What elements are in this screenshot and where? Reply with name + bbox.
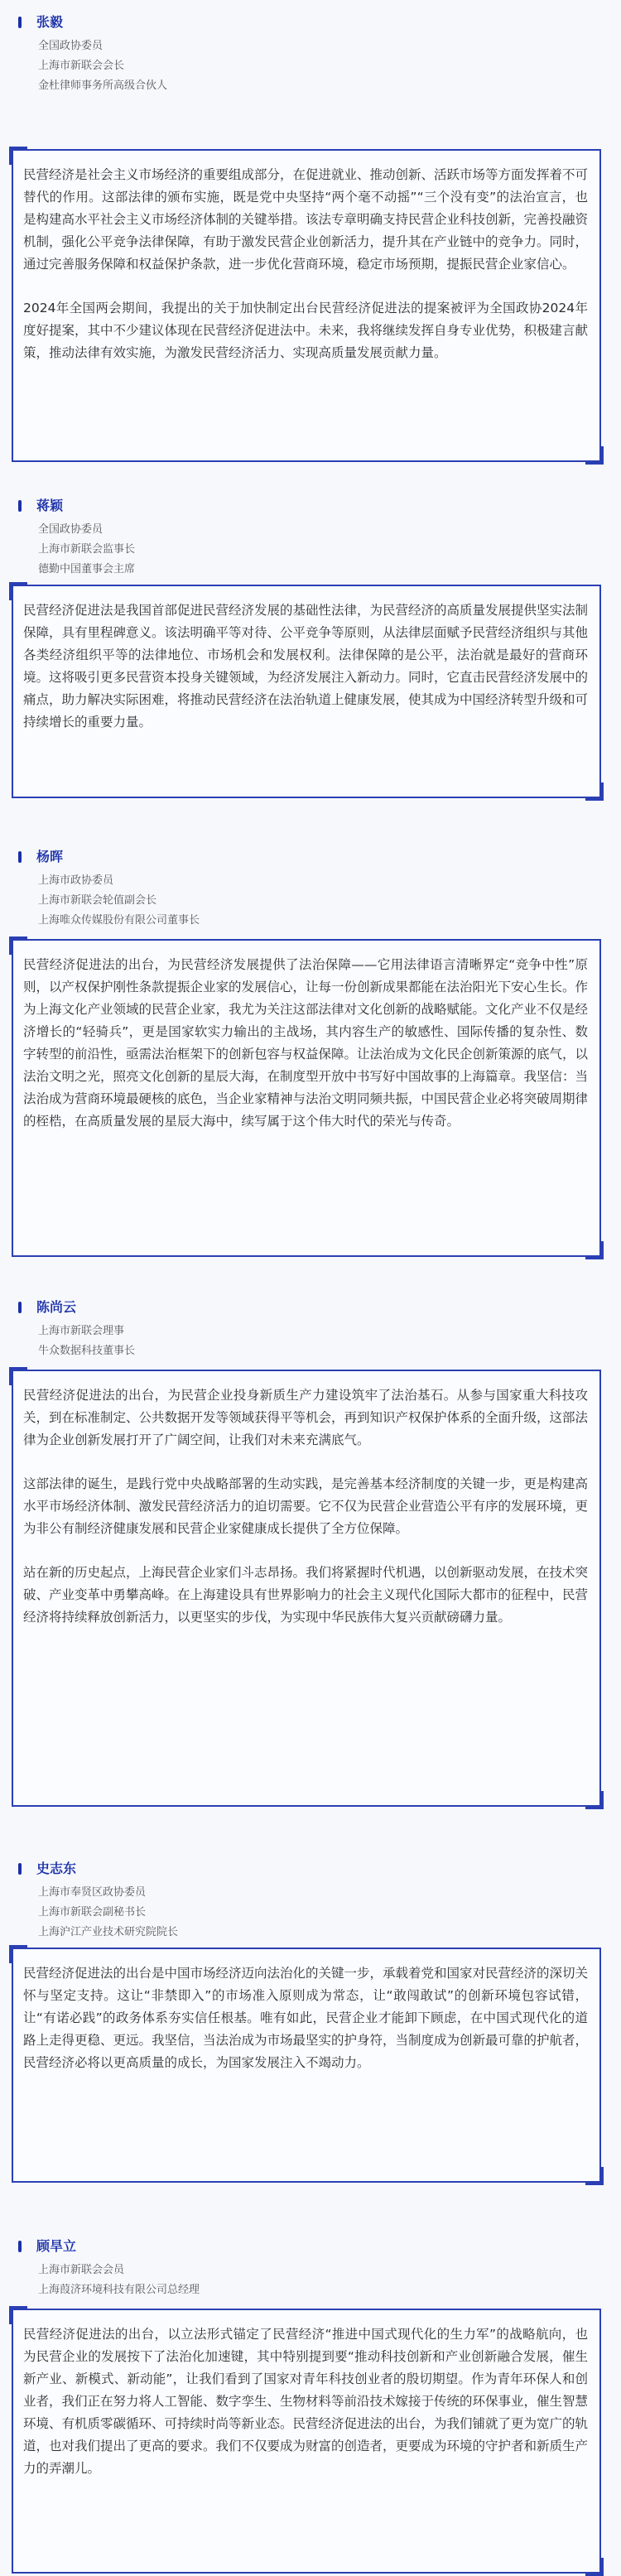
quote-paragraph: 民营经济促进法的出台是中国市场经济迈向法治化的关键一步，承载着党和国家对民营经济的深切关怀与坚定支持。这让“非禁即入”的市场准入原则成为常态，让“敢闯敢试”的创新环境包容试错，让“有诺必践”的政务体系夯实信任根基。唯有如此，民营企业才能卸下顾虑，在中国式现代化的道路上走得更稳、更远。我坚信，当法治成为市场最坚实的护身符，当制度成为创新最可靠的护航者，民营经济必将以更高质量的成长，为国家发展注入不竭动力。 (23, 1966, 589, 2070)
title-line: 上海葭济环境科技有限公司总经理 (38, 2284, 200, 2296)
quote-card (12, 585, 601, 798)
person-titles (38, 1883, 178, 1943)
quote-paragraph: 站在新的历史起点，上海民营企业家们斗志昂扬。我们将紧握时代机遇，以创新驱动发展，在技术突破、产业变革中勇攀高峰。在上海建设具有世界影响力的社会主义现代化国际大都市的征程中，民营经济将持续释放创新活力，以更坚实的步伐，为实现中华民族伟大复兴贡献磅礴力量。 (23, 1565, 589, 1625)
accent-bar (18, 1863, 22, 1875)
corner-decoration (9, 1945, 27, 1963)
person-name: 陈尚云 (36, 1299, 77, 1315)
quote-paragraph: 2024年全国两会期间，我提出的关于加快制定出台民营经济促进法的提案被评为全国政协2024年度好提案，其中不少建议体现在民营经济促进法中。未来，我将继续发挥自身专业优势，积极建言献策，推动法律有效实施，为激发民营经济活力、实现高质量发展贡献力量。 (23, 301, 589, 360)
title-line: 上海市新联会监事长 (38, 543, 136, 556)
person-name: 史志东 (36, 1861, 77, 1876)
quote-card (12, 149, 601, 462)
corner-decoration (585, 2558, 604, 2576)
corner-decoration (585, 2167, 604, 2185)
quote-paragraph: 民营经济促进法的出台，为民营经济发展提供了法治保障——它用法律语言清晰界定“竞争中性”原则，以产权保护刚性条款提振企业家的发展信心，让每一份创新成果都能在法治阳光下安心生长。作为上海文化产业领域的民营企业家，我尤为关注这部法律对文化创新的战略赋能。文化产业不仅是经济增长的“轻骑兵”，更是国家软实力输出的主战场，其内容生产的敏感性、国际传播的复杂性、数字转型的前沿性，亟需法治框架下的创新包容与权益保障。让法治成为文化民企创新策源的底气，以法治文明之光，照亮文化创新的星辰大海，在制度型开放中书写好中国故事的上海篇章。我坚信：当法治成为营商环境最硬核的底色，当企业家精神与法治文明同频共振，中国民营企业必将突破周期律的桎梏，在高质量发展的星辰大海中，续写属于这个伟大时代的荣光与传奇。 (23, 957, 589, 1129)
title-line: 上海市新联会理事 (38, 1325, 125, 1337)
corner-decoration (9, 2306, 27, 2324)
corner-decoration (585, 1791, 604, 1809)
corner-decoration (585, 446, 604, 465)
quote-card (12, 939, 601, 1257)
person-name: 顾旱立 (36, 2238, 77, 2254)
quote-paragraph: 民营经济促进法的出台，为民营企业投身新质生产力建设筑牢了法治基石。从参与国家重大科技攻关，到在标准制定、公共数据开发等领域获得平等机会，再到知识产权保护体系的全面升级，这部法律为企业创新发展打开了广阔空间，让我们对未来充满底气。 (23, 1388, 589, 1447)
person-titles (38, 36, 167, 96)
title-line: 全国政协委员 (38, 523, 104, 536)
quote-paragraph: 民营经济促进法是我国首部促进民营经济发展的基础性法律，为民营经济的高质量发展提供坚实法制保障，具有里程碑意义。该法明确平等对待、公平竞争等原则，从法律层面赋予民营经济组织与其他各类经济组织平等的法律地位、市场机会和发展权利。法律保障的是公平，法治就是最好的营商环境。这将吸引更多民营资本投身关键领域，为经济发展注入新动力。同时，它直击民营经济发展中的痛点，助力解决实际困难，将推动民营经济在法治轨道上健康发展，使其成为中国经济转型升级和可持续增长的重要力量。 (23, 603, 589, 729)
quote-card (12, 2309, 601, 2574)
accent-bar (18, 2241, 22, 2252)
person-name: 蒋颖 (36, 498, 64, 513)
title-line: 上海市政协委员 (38, 874, 114, 887)
person-titles (38, 1322, 135, 1361)
corner-decoration (9, 147, 27, 165)
title-line: 上海市新联会副秘书长 (38, 1906, 147, 1919)
accent-bar (18, 1302, 22, 1313)
title-line: 德勤中国董事会主席 (38, 563, 136, 575)
quote-paragraph: 民营经济是社会主义市场经济的重要组成部分，在促进就业、推动创新、活跃市场等方面发挥着不可替代的作用。这部法律的颁布实施，既是党中央坚持“两个毫不动摇”“三个没有变”的法治宣言，也是构建高水平社会主义市场经济体制的关键举措。该法专章明确支持民营企业科技创新，完善投融资机制，强化公平竞争法律保障，有助于激发民营企业创新活力，提升其在产业链中的竞争力。同时，通过完善服务保障和权益保护条款，进一步优化营商环境，稳定市场预期，提振民营企业家信心。 (23, 167, 589, 272)
corner-decoration (9, 1367, 27, 1385)
person-name: 杨晖 (36, 849, 64, 864)
title-line: 牛众数据科技董事长 (38, 1345, 136, 1357)
title-line: 上海市新联会会长 (38, 60, 125, 72)
quote-paragraph: 民营经济促进法的出台，以立法形式锚定了民营经济“推进中国式现代化的生力军”的战略航向，也为民营企业的发展按下了法治化加速键，其中特别提到要“推动科技创新和产业创新融合发展，催生新产业、新模式、新动能”，让我们看到了国家对青年科技创业者的殷切期望。作为青年环保人和创业者，我们正在努力将人工智能、数字孪生、生物材料等前沿技术嫁接于传统的环保事业，催生智慧环境、有机质零碳循环、可持续时尚等新业态。民营经济促进法的出台，为我们铺就了更为宽广的轨道，也对我们提出了更高的要求。我们不仅要成为财富的创造者，更要成为环境的守护者和新质生产力的弄潮儿。 (23, 2327, 589, 2476)
accent-bar (18, 500, 22, 512)
quote-paragraph: 这部法律的诞生，是践行党中央战略部署的生动实践，是完善基本经济制度的关键一步，更是构建高水平市场经济体制、激发民营经济活力的迫切需要。它不仅为民营企业营造公平有序的发展环境，更为非公有制经济健康发展和民营企业家健康成长提供了全方位保障。 (23, 1476, 589, 1536)
title-line: 上海市新联会会员 (38, 2264, 125, 2276)
title-line: 上海沪江产业技术研究院院长 (38, 1926, 179, 1938)
accent-bar (18, 851, 22, 863)
corner-decoration (585, 1241, 604, 1259)
quote-card (12, 1948, 601, 2183)
corner-decoration (9, 937, 27, 955)
person-name: 张毅 (36, 14, 64, 30)
title-line: 上海市奉贤区政协委员 (38, 1886, 147, 1899)
title-line: 金杜律师事务所高级合伙人 (38, 79, 168, 92)
title-line: 全国政协委员 (38, 40, 104, 52)
person-titles (38, 520, 135, 580)
corner-decoration (9, 582, 27, 600)
person-titles (38, 2261, 200, 2300)
title-line: 上海唯众传媒股份有限公司董事长 (38, 914, 200, 927)
corner-decoration (585, 782, 604, 801)
accent-bar (18, 17, 22, 28)
quote-card (12, 1370, 601, 1807)
title-line: 上海市新联会轮值副会长 (38, 894, 157, 907)
person-titles (38, 871, 200, 931)
